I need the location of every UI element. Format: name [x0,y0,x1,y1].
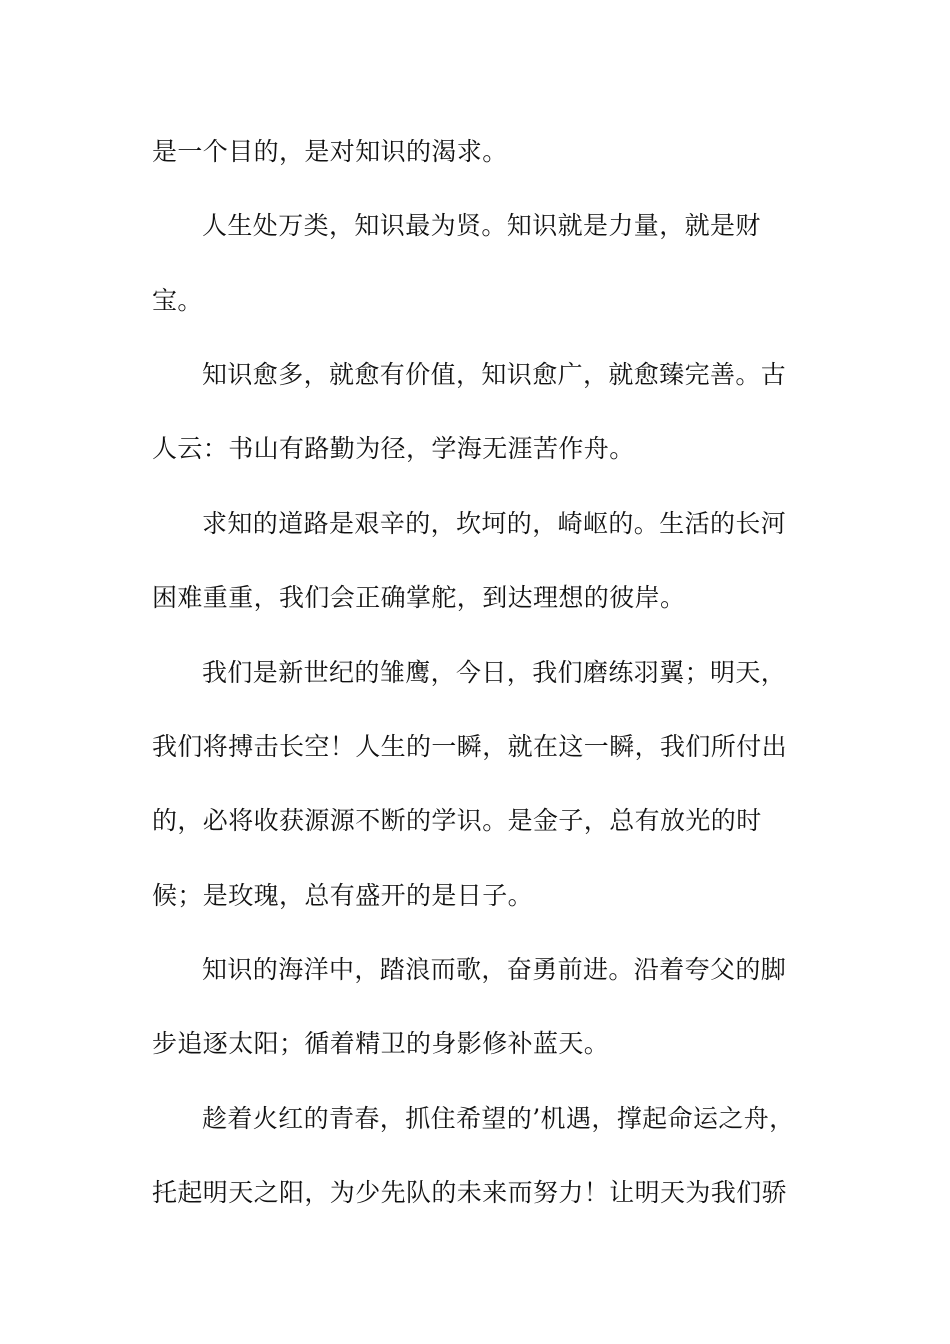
text-line-8: 我们是新世纪的雏鹰，今日，我们磨练羽翼；明天， [202,658,787,687]
text-line-14: 趁着火红的青春，抓住希望的’机遇，撑起命运之舟， [202,1104,795,1133]
text-line-7: 困难重重，我们会正确掌舵，到达理想的彼岸。 [152,583,686,612]
text-line-12: 知识的海洋中，踏浪而歌，奋勇前进。沿着夸父的脚 [202,955,787,984]
text-line-10: 的，必将收获源源不断的学识。是金子，总有放光的时 [152,806,762,835]
text-line-5: 人云：书山有路勤为径，学海无涯苦作舟。 [152,434,635,463]
text-line-2: 人生处万类，知识最为贤。知识就是力量，就是财 [202,211,761,240]
text-line-11: 候；是玫瑰，总有盛开的是日子。 [152,881,534,910]
text-line-13: 步追逐太阳；循着精卫的身影修补蓝天。 [152,1029,610,1058]
text-line-6: 求知的道路是艰辛的，坎坷的，崎岖的。生活的长河 [202,509,787,538]
text-line-1: 是一个目的，是对知识的渴求。 [152,137,508,166]
text-line-3: 宝。 [152,286,203,315]
text-line-9: 我们将搏击长空！人生的一瞬，就在这一瞬，我们所付出 [152,732,788,761]
text-line-15: 托起明天之阳，为少先队的未来而努力！让明天为我们骄 [152,1178,788,1207]
text-line-4: 知识愈多，就愈有价值，知识愈广，就愈臻完善。古 [202,360,787,389]
